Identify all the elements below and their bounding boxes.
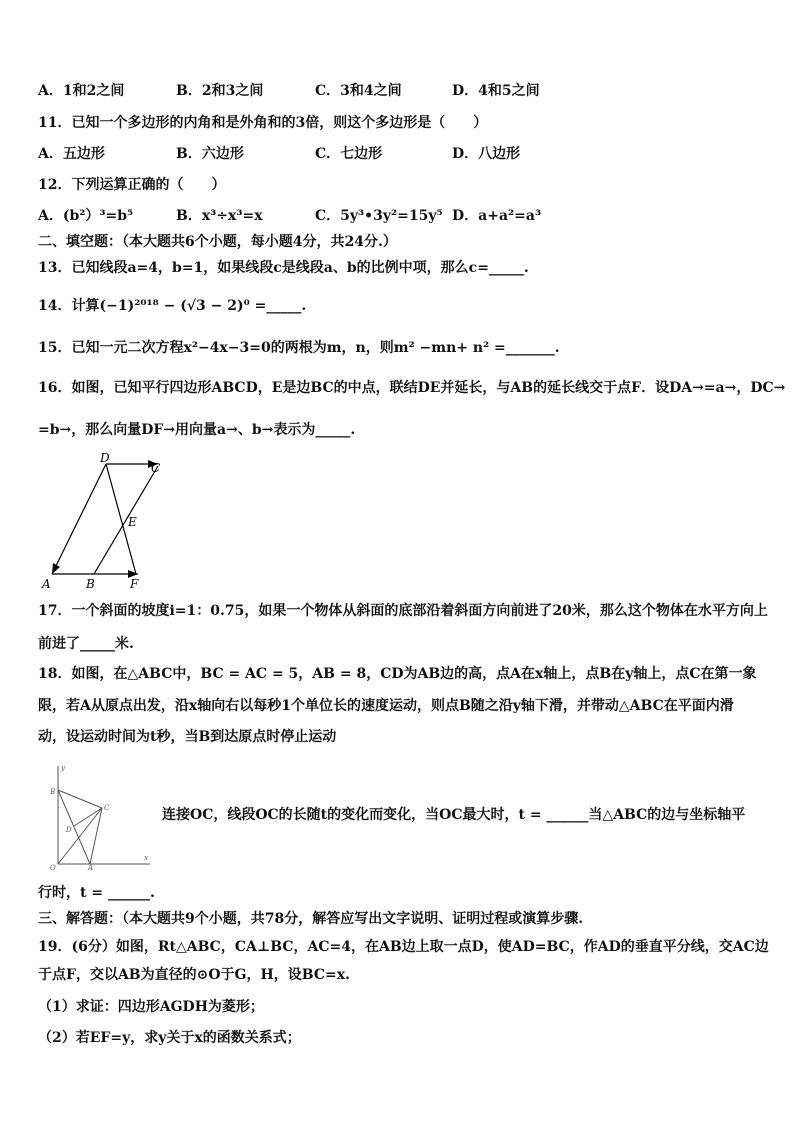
q18-line3: 动，设运动时间为t秒，当B到达原点时停止运动 bbox=[38, 729, 337, 745]
label-d: D bbox=[100, 452, 110, 465]
q12-option-a: A．(b²）³=b⁵ bbox=[38, 208, 134, 224]
q13-text: 13．已知线段a=4，b=1，如果线段c是线段a、b的比例中项，那么c=_____. bbox=[38, 260, 529, 276]
q12-option-c: C．5y³•3y²=15y⁵ bbox=[315, 208, 443, 224]
q15-text: 15．已知一元二次方程x²−4x−3=0的两根为m，n，则m² −mn+ n² =_______. bbox=[38, 340, 560, 356]
q11-option-a: A．五边形 bbox=[38, 146, 105, 162]
q18-line1: 18．如图，在△ABC中，BC = AC = 5，AB = 8，CD为AB边的高，点A在x轴上，点B在y轴上，点C在第一象 bbox=[38, 666, 757, 682]
parallelogram-figure bbox=[38, 452, 178, 596]
q11-stem: 11．已知一个多边形的内角和是外角和的3倍，则这个多边形是（ ） bbox=[38, 115, 488, 131]
q12-option-b: B．x³÷x³=x bbox=[176, 208, 263, 224]
q18-line2: 限，若A从原点出发，沿x轴向右以每秒1个单位长的速度运动，则点B随之沿y轴下滑，并带动△ABC在平面内滑 bbox=[38, 698, 734, 714]
q10-option-d: D．4和5之间 bbox=[452, 83, 540, 99]
q17-line1: 17．一个斜面的坡度i=1：0.75，如果一个物体从斜面的底部沿着斜面方向前进了20米，那么这个物体在水平方向上 bbox=[38, 603, 768, 619]
section-3-heading: 三、解答题：（本大题共9个小题，共78分，解答应写出文字说明、证明过程或演算步骤. bbox=[38, 911, 584, 927]
coordinate-figure bbox=[44, 760, 156, 870]
q10-option-c: C．3和4之间 bbox=[315, 83, 402, 99]
q11-option-d: D．八边形 bbox=[452, 146, 521, 162]
q10-option-b: B．2和3之间 bbox=[176, 83, 264, 99]
q19-line1: 19．(6分）如图，Rt△ABC，CA⊥BC，AC=4，在AB边上取一点D，使AD=BC，作AD的垂直平分线，交AC边 bbox=[38, 939, 769, 955]
q19-part2: （2）若EF=y，求y关于x的函数关系式； bbox=[38, 1030, 301, 1046]
label-c: C bbox=[151, 461, 161, 475]
label-a: A bbox=[88, 864, 94, 870]
q18-line4: 行时，t = ______. bbox=[38, 885, 155, 901]
axis-y-label: y bbox=[61, 764, 65, 772]
label-a: A bbox=[42, 577, 51, 591]
q19-part1: （1）求证：四边形AGDH为菱形； bbox=[38, 999, 264, 1015]
axis-x-label: x bbox=[144, 854, 148, 862]
q17-line2: 前进了_____米. bbox=[38, 636, 134, 652]
q10-option-a: A．1和2之间 bbox=[38, 83, 125, 99]
label-f: F bbox=[130, 577, 139, 591]
label-b: B bbox=[50, 788, 56, 796]
q11-option-b: B．六边形 bbox=[176, 146, 244, 162]
label-b: B bbox=[86, 577, 95, 591]
q12-stem: 12．下列运算正确的（ ） bbox=[38, 177, 226, 193]
label-d: D bbox=[66, 826, 72, 834]
q12-option-d: D．a+a²=a³ bbox=[452, 208, 542, 224]
q16-line2: =b→，那么向量DF→用向量a→、b→表示为_____. bbox=[38, 422, 356, 438]
label-c: C bbox=[104, 804, 110, 812]
q16-line1: 16．如图，已知平行四边形ABCD，E是边BC的中点，联结DE并延长，与AB的延长线交于点F．设DA→=a→，DC→ bbox=[38, 380, 786, 396]
q11-option-c: C．七边形 bbox=[315, 146, 383, 162]
label-o: O bbox=[50, 864, 56, 870]
label-e: E bbox=[128, 515, 137, 529]
q19-line2: 于点F，交以AB为直径的⊙O于G，H，设BC=x. bbox=[38, 967, 350, 983]
q14-text: 14．计算(−1)²⁰¹⁸ − (√3 − 2)⁰ =_____. bbox=[38, 298, 307, 314]
section-2-heading: 二、填空题：（本大题共6个小题，每小题4分，共24分.） bbox=[38, 234, 397, 250]
q18-side-text: 连接OC，线段OC的长随t的变化而变化，当OC最大时，t = ______当△ABC的边与坐标轴平 bbox=[162, 807, 746, 823]
